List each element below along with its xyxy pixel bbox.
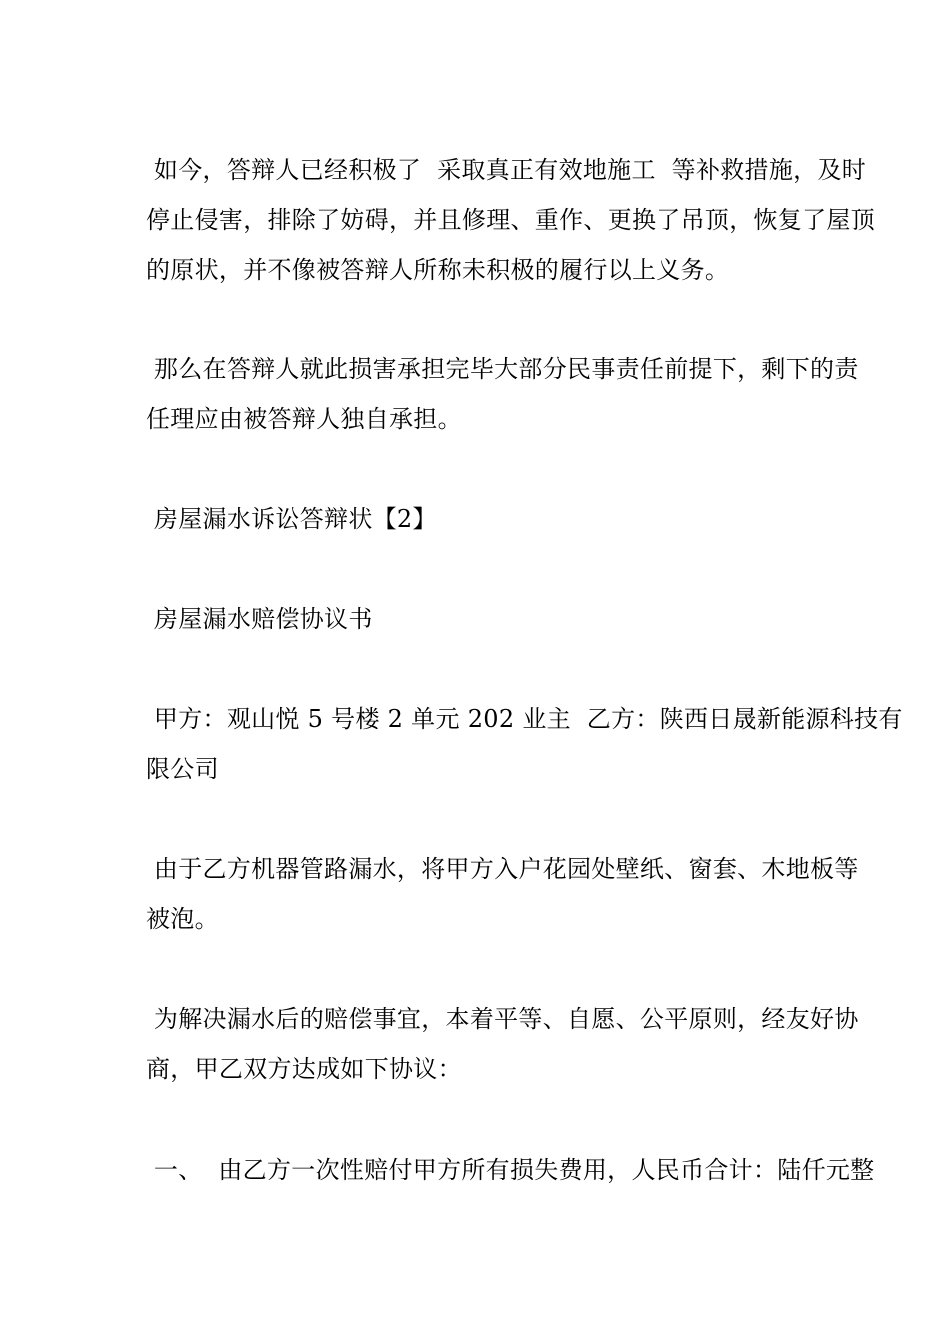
paragraph-2-line-2: 任理应由被答辩人独自承担。 <box>146 405 462 433</box>
paragraph-1-line-2: 停止侵害，排除了妨碍，并且修理、重作、更换了吊顶，恢复了屋顶 <box>146 206 875 234</box>
parties-line-2: 限公司 <box>146 755 219 783</box>
cause-line-1: 由于乙方机器管路漏水，将甲方入户花园处壁纸、窗套、木地板等 <box>146 855 859 883</box>
parties-line-1: 甲方：观山悦 5 号楼 2 单元 202 业主 乙方：陕西日晟新能源科技有 <box>146 705 903 733</box>
purpose-line-2: 商，甲乙双方达成如下协议： <box>146 1055 462 1083</box>
clause-1: 一、 由乙方一次性赔付甲方所有损失费用，人民币合计：陆仟元整 <box>146 1156 875 1184</box>
purpose-line-1: 为解决漏水后的赔偿事宜，本着平等、自愿、公平原则，经友好协 <box>146 1005 859 1033</box>
section-heading: 房屋漏水诉讼答辩状【2】 <box>146 505 437 533</box>
agreement-title: 房屋漏水赔偿协议书 <box>146 605 373 633</box>
paragraph-1-line-3: 的原状，并不像被答辩人所称未积极的履行以上义务。 <box>146 256 730 284</box>
cause-line-2: 被泡。 <box>146 905 219 933</box>
paragraph-2-line-1: 那么在答辩人就此损害承担完毕大部分民事责任前提下，剩下的责 <box>146 355 859 383</box>
paragraph-1-line-1: 如今，答辩人已经积极了 采取真正有效地施工 等补救措施，及时 <box>146 156 867 184</box>
